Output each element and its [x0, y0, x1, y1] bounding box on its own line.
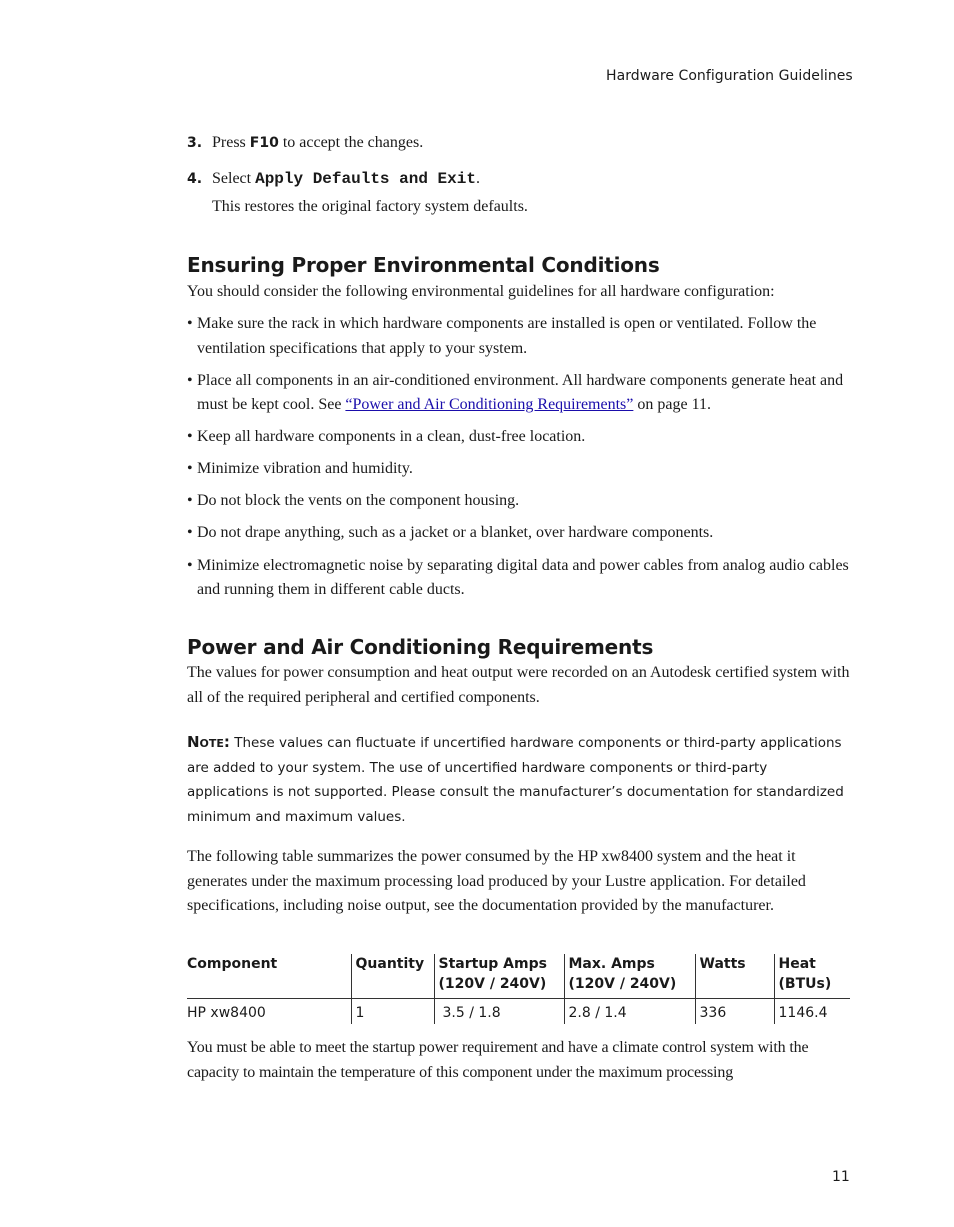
step-text-after: to accept the changes.: [278, 134, 424, 151]
table-cell: HP xw8400: [187, 1004, 266, 1021]
table-intro: The following table summarizes the power consumed by the HP xw8400 system and the heat it generates under the maximum processing load produced by your Lustre application. For detailed specifications, including noise output, see the documentation provided by the manufacturer.: [187, 848, 806, 914]
bullet-icon: •: [187, 556, 193, 574]
table-cell: 1146.4: [774, 998, 850, 1024]
table-header-row: [187, 954, 850, 998]
section-heading-power: Power and Air Conditioning Requirements: [187, 635, 654, 659]
env-intro: You should consider the following environmental guidelines for all hardware configuration:: [187, 283, 775, 300]
keyboard-key: F10: [249, 135, 279, 151]
list-item: • Keep all hardware components in a clean, dust-free location.: [187, 425, 855, 450]
page-number: 11: [832, 1169, 850, 1185]
bullet-icon: •: [187, 315, 193, 332]
step-text-after: .: [475, 170, 480, 187]
power-table: [187, 954, 850, 1024]
menu-option-code: Apply Defaults and Exit: [255, 170, 476, 188]
column-header: Startup Amps (120V / 240V): [434, 954, 564, 998]
step-text-before: Press: [212, 134, 250, 151]
column-header: Heat (BTUs): [774, 954, 850, 998]
column-header: Watts: [695, 954, 774, 998]
list-item: • Minimize vibration and humidity.: [187, 457, 855, 482]
step-number: 4.: [187, 171, 203, 187]
power-intro: The values for power consumption and heat output were recorded on an Autodesk certified system with all of the required peripheral and certified components.: [187, 664, 850, 706]
closing-paragraph: You must be able to meet the startup power requirement and have a climate control system with the capacity to maintain the temperature of this component under the maximum processing: [187, 1039, 809, 1081]
step-number: 3.: [187, 135, 203, 151]
note-box: [187, 730, 853, 829]
list-item: • Do not drape anything, such as a jacket or a blanket, over hardware components.: [187, 521, 855, 546]
list-item: • Minimize electromagnetic noise by separating digital data and power cables from analog audio cables and running them in different cable ducts.: [187, 554, 855, 603]
bullet-icon: •: [187, 428, 193, 446]
table-row: [187, 998, 850, 1024]
step-4-description: This restores the original factory system defaults.: [212, 198, 528, 215]
note-text: These values can fluctuate if uncertified hardware components or third-party applications are added to your system. The use of uncertified hardware components or third-party applications is not supported. Please consult the manufacturer’s documentation for standardized minimum and maximum values.: [187, 735, 844, 825]
env-bullet-list: [187, 312, 855, 610]
running-header: Hardware Configuration Guidelines: [606, 68, 853, 84]
power-requirements-link[interactable]: “Power and Air Conditioning Requirements”: [345, 396, 634, 414]
section-heading-environmental: Ensuring Proper Environmental Conditions: [187, 253, 660, 277]
column-header: Quantity: [351, 954, 434, 998]
list-item: • Make sure the rack in which hardware components are installed is open or ventilated. Follow the ventilation specifications that apply to your system.: [187, 312, 855, 361]
step-text-before: Select: [212, 170, 256, 187]
table-cell: 3.5 / 1.8: [434, 998, 564, 1024]
bullet-icon: •: [187, 460, 193, 478]
list-item: • Place all components in an air-conditioned environment. All hardware components generate heat and must be kept cool. See “Power and Air Conditioning Requirements” on page 11.: [187, 369, 855, 418]
note-label: Note:: [187, 733, 230, 751]
bullet-icon: •: [187, 371, 193, 389]
table-cell: 2.8 / 1.4: [564, 998, 695, 1024]
column-header: Max. Amps (120V / 240V): [564, 954, 695, 998]
bullet-icon: •: [187, 492, 193, 510]
list-item: • Do not block the vents on the component housing.: [187, 489, 855, 514]
table-cell: 1: [351, 998, 434, 1024]
table-cell: 336: [695, 998, 774, 1024]
column-header: Component: [187, 954, 351, 998]
bullet-icon: •: [187, 524, 193, 542]
